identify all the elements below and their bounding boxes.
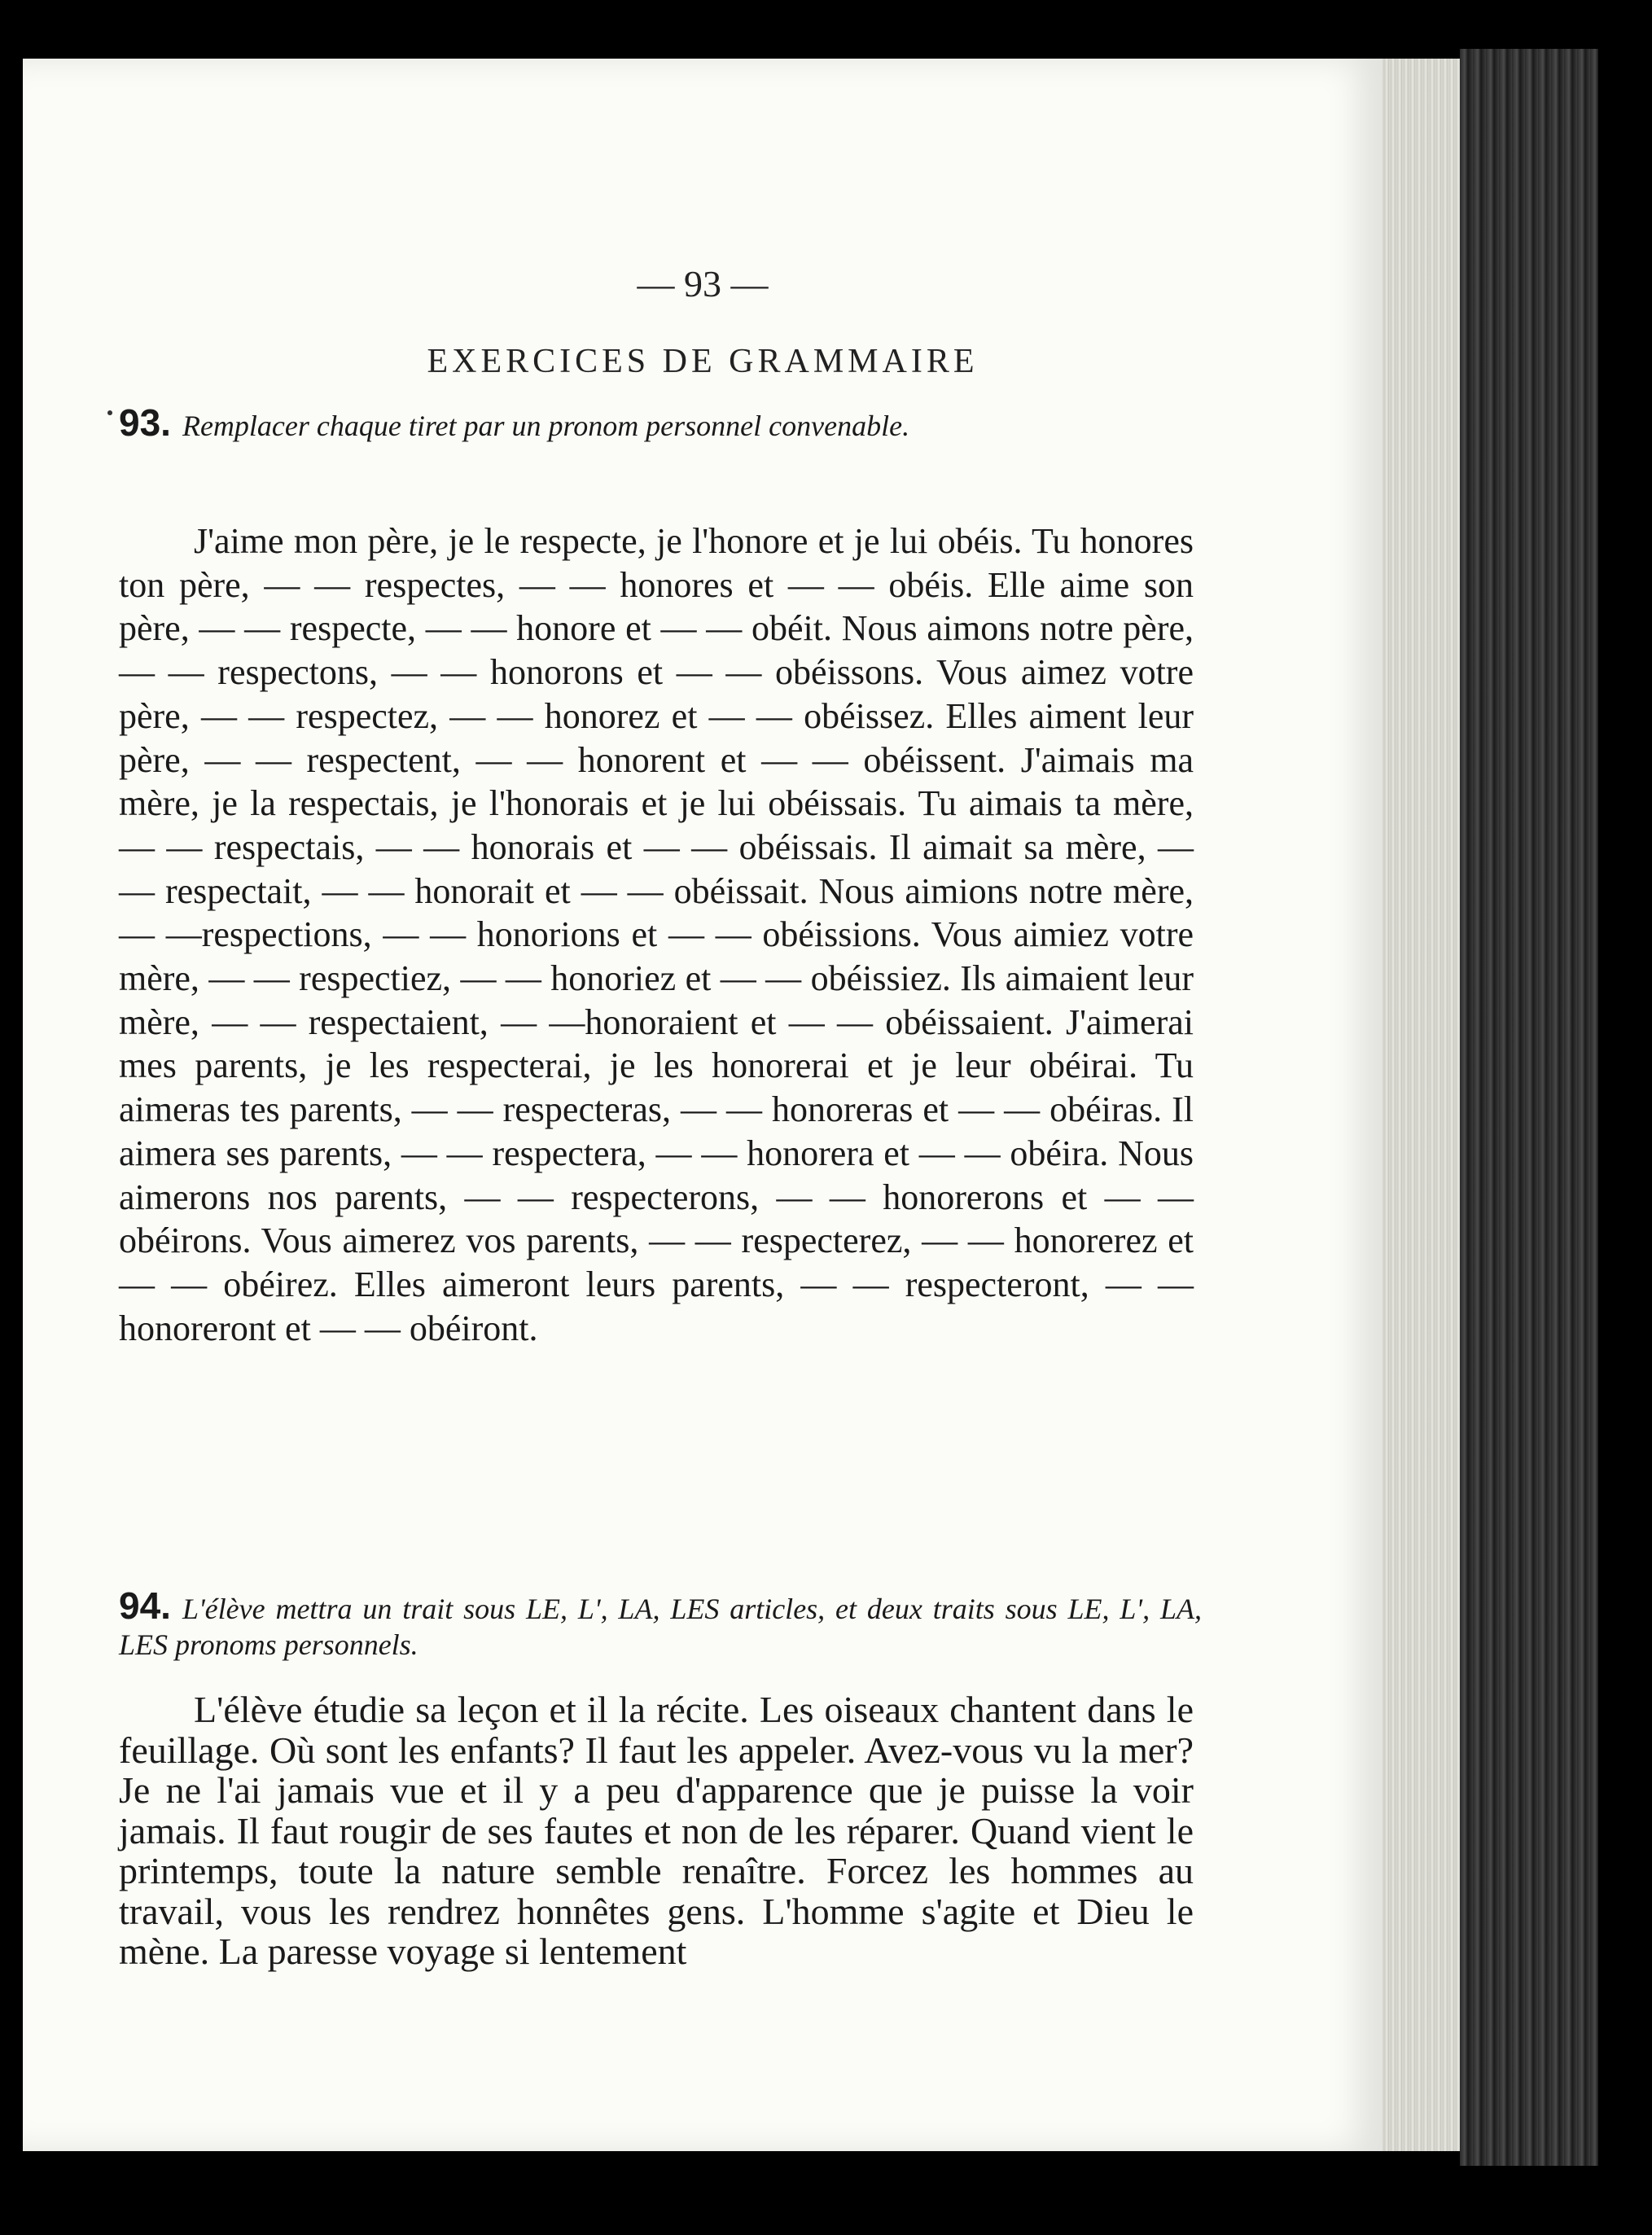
page-edges xyxy=(1383,59,1460,2151)
exercise-94-number: 94. xyxy=(119,1584,171,1627)
book-spine-edge xyxy=(1460,49,1598,2166)
exercise-94-text: L'élève étudie sa leçon et il la récite. Les oiseaux chantent dans le feuillage. Où sont les enfants? Il faut les appeler. Avez-vous vu la mer? Je ne l'ai jamais vue et il y a peu d'apparence que je puisse la voir jamais. Il faut rougir de ses fautes et non de les réparer. Quand vient le printemps, toute la nature semble renaître. Forcez les hommes au travail, vous les rendrez honnêtes gens. L'homme s'agite et Dieu le mène. La paresse voyage si lentement xyxy=(119,1689,1194,1972)
exercise-93-heading xyxy=(119,401,1202,444)
page-number: — 93 — xyxy=(637,263,769,305)
section-title: EXERCICES DE GRAMMAIRE xyxy=(427,343,979,380)
exercise-94-heading xyxy=(119,1584,1202,1663)
margin-mark xyxy=(107,410,112,415)
exercise-94-instruction: L'élève mettra un trait sous LE, L', LA, LES articles, et deux traits sous LE, L', LA, LES pronoms personnels. xyxy=(119,1593,1202,1661)
book-page xyxy=(23,59,1383,2151)
exercise-93-number: 93. xyxy=(119,401,171,444)
exercise-93-text: J'aime mon père, je le respecte, je l'honore et je lui obéis. Tu honores ton père, — — respectes, — — honores et — — obéis. Elle aime son père, — — respecte, — — honore et — — obéit. Nous aimons notre père, — — respectons, — — honorons et — — obéissons. Vous aimez votre père, — — respectez, — — honorez et — — obéissez. Elles aiment leur père, — — respectent, — — honorent et — — obéissent. J'aimais ma mère, je la respectais, je l'honorais et je lui obéissais. Tu aimais ta mère, — — respectais, — — honorais et — — obéissais. Il aimait sa mère, — — respectait, — — honorait et — — obéissait. Nous aimions notre mère, — —respections, — — honorions et — — obéissions. Vous aimiez votre mère, — — respectiez, — — honoriez et — — obéissiez. Ils aimaient leur mère, — — respectaient, — —honoraient et — — obéissaient. J'aimerai mes parents, je les respecterai, je les honorerai et je leur obéirai. Tu aimeras tes parents, — — respecteras, — — honoreras et — — obéiras. Il aimera ses parents, — — respectera, — — honorera et — — obéira. Nous aimerons nos parents, — — respecterons, — — honorerons et — — obéirons. Vous aimerez vos parents, — — respecterez, — — honorerez et — — obéirez. Elles aimeront leurs parents, — — respecteront, — — honoreront et — — obéiront. xyxy=(119,521,1194,1348)
exercise-93-instruction: Remplacer chaque tiret par un pronom personnel convenable. xyxy=(182,410,910,442)
